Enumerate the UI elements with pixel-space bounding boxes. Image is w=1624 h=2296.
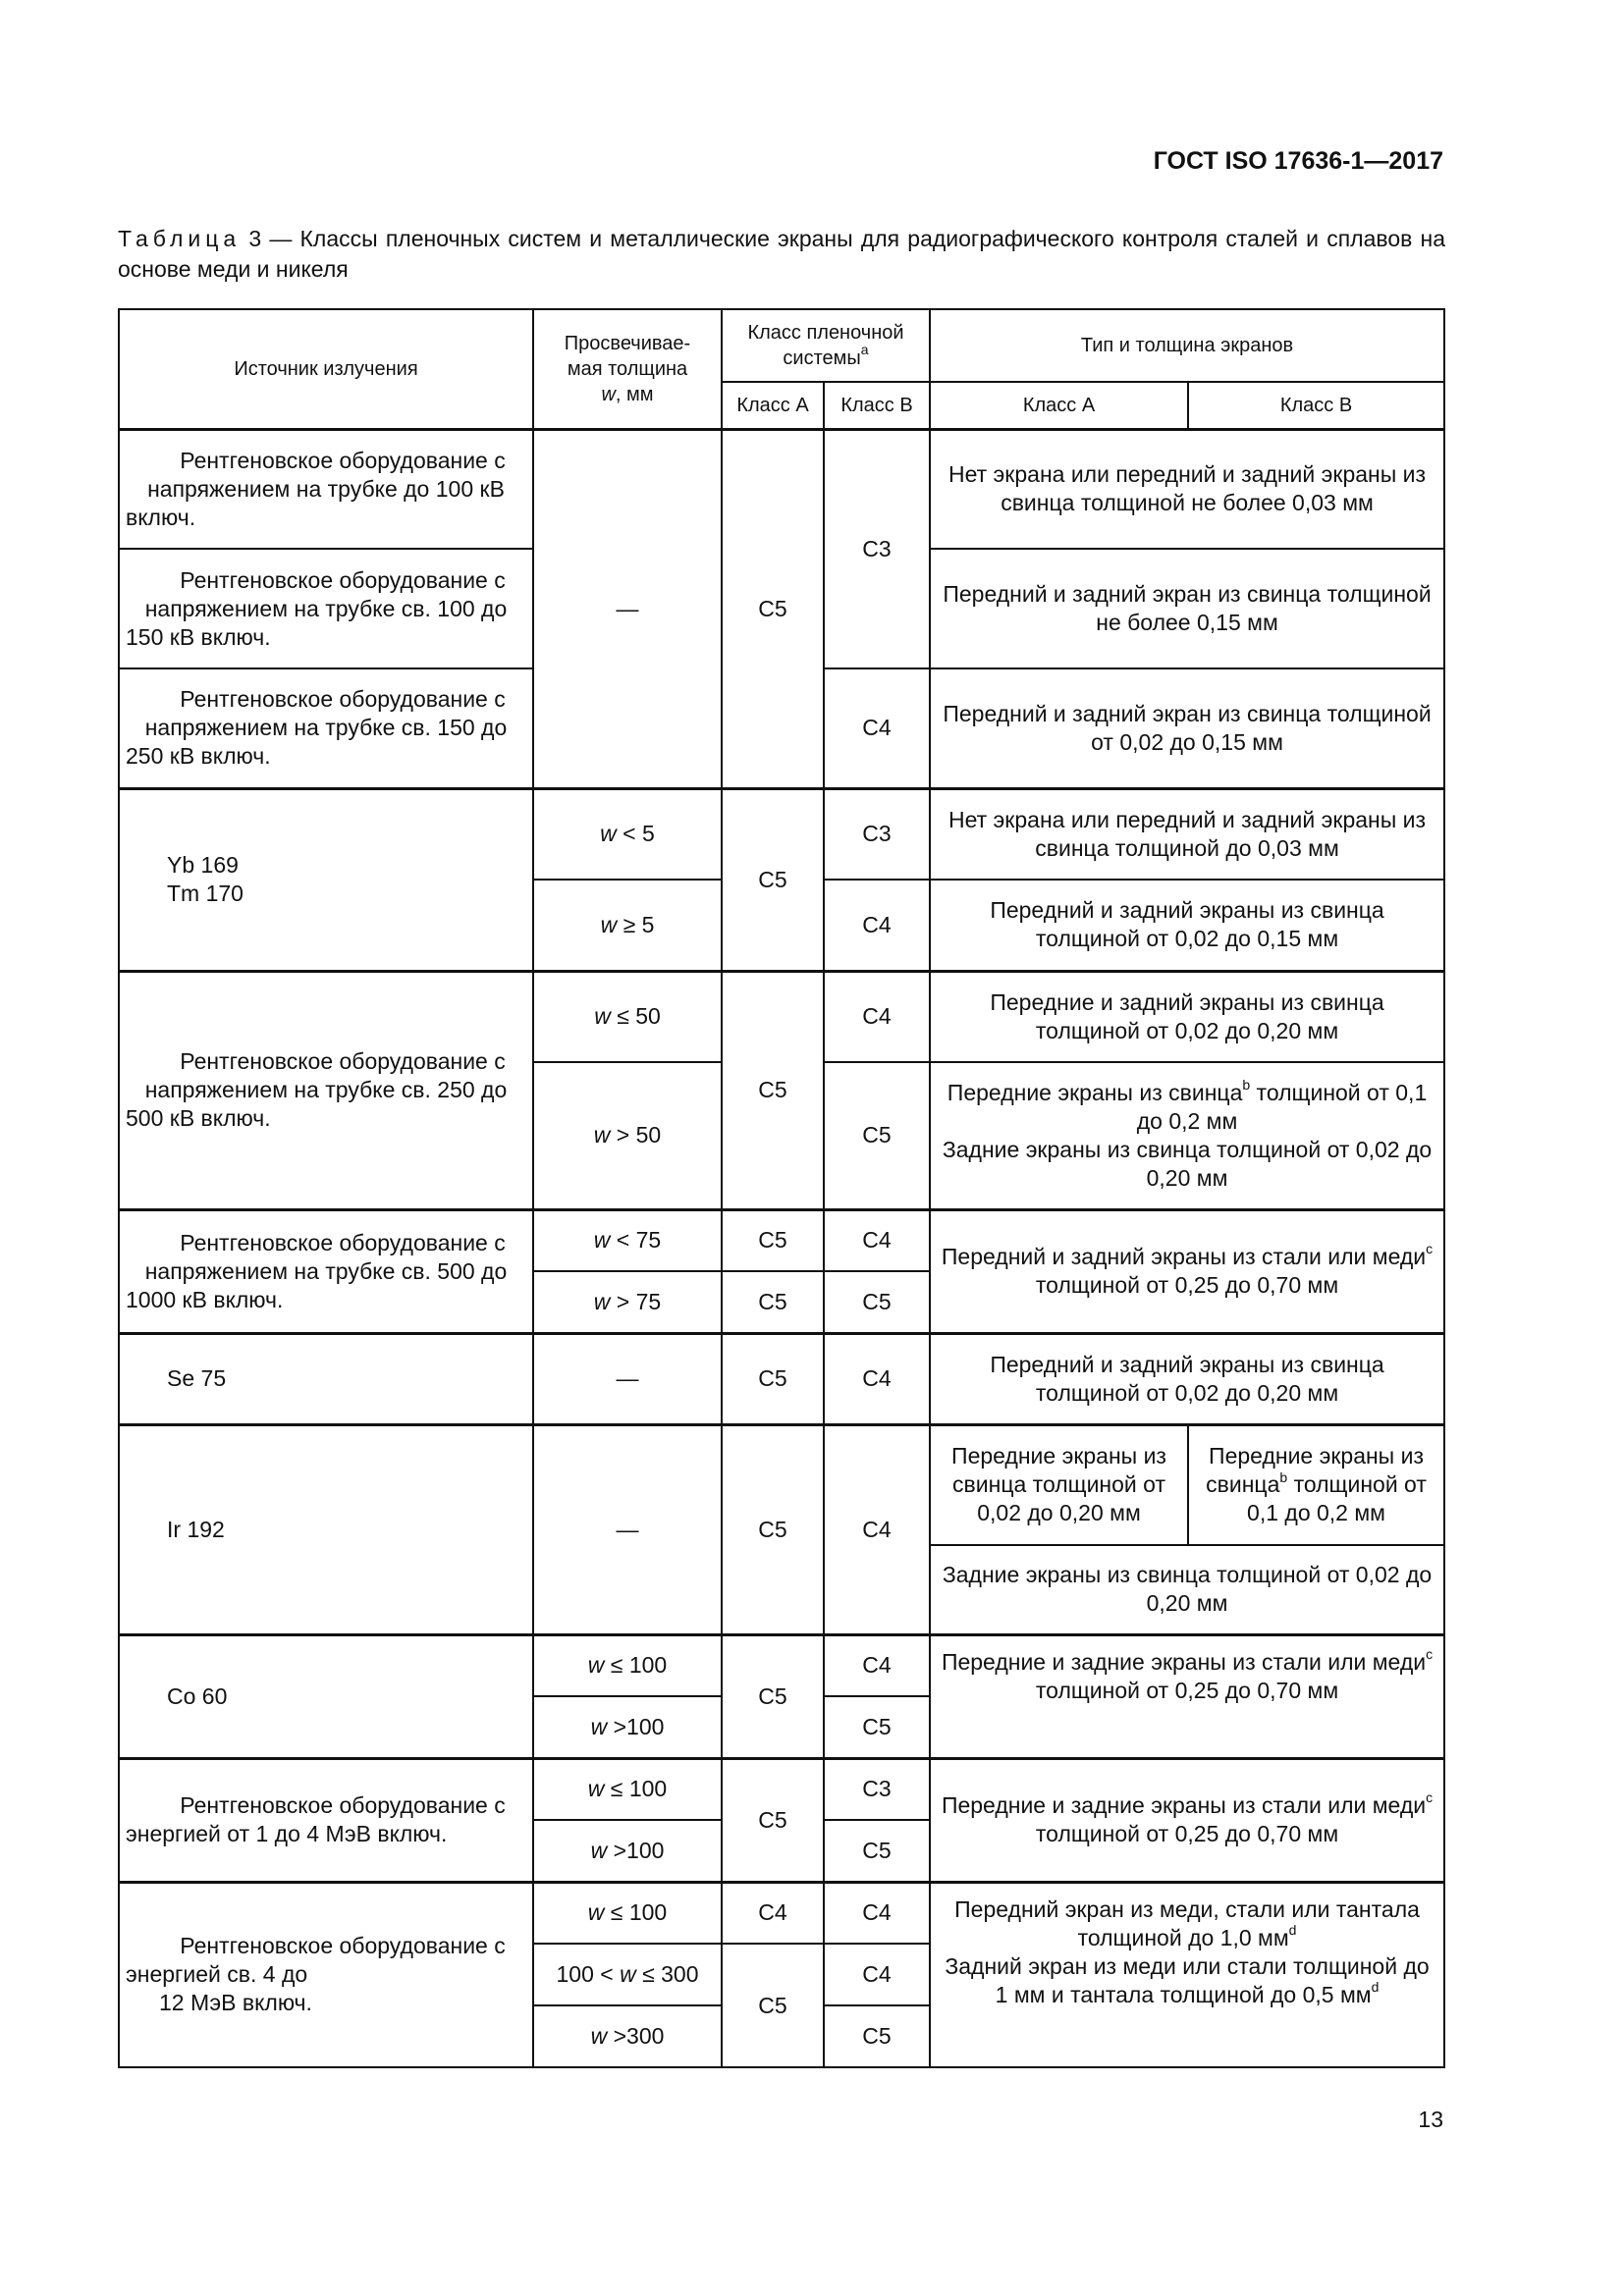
group-xray-up-to-250kv <box>119 429 1444 788</box>
footnote-c-ref: c <box>1426 1645 1434 1662</box>
screen-cell: Передний и задний экраны из свинца толщиной от 0,02 до 0,15 мм <box>930 880 1444 971</box>
class-b-cell: C4 <box>824 1882 930 1944</box>
source-line: Tm 170 <box>167 881 244 906</box>
header-film-class-text: Класс пленочной системы <box>747 322 904 369</box>
class-a-cell: C5 <box>722 1333 824 1424</box>
thickness-cell: w ≤ 100 <box>533 1634 722 1696</box>
thickness-cell: — <box>533 1424 722 1634</box>
class-b-cell: C4 <box>824 1333 930 1424</box>
thickness-cell: w < 75 <box>533 1209 722 1271</box>
group-xray-4-12mev <box>119 1882 1444 2067</box>
screen-cell: Нет экрана или передний и задний экраны из свинца толщиной не более 0,03 мм <box>930 429 1444 549</box>
table-row-source: Рентгеновское оборудование с напряжением на трубке св. 500 до 1000 кВ включ. <box>119 1209 533 1333</box>
footnote-c-ref: c <box>1426 1241 1434 1257</box>
footnote-b-ref: b <box>1279 1468 1288 1485</box>
table-caption <box>118 224 1445 285</box>
class-a-cell: C4 <box>722 1882 824 1944</box>
screen-cell-class-b: Передние экраны из свинца$^b$ толщиной от 0,1 до 0,2 мм <box>1188 1424 1444 1545</box>
screen-cell: Передние и задние экраны из стали или меди$^c$ толщиной от 0,25 до 0,70 мм <box>930 1758 1444 1882</box>
thickness-cell: w ≥ 5 <box>533 880 722 971</box>
group-se75 <box>119 1333 1444 1424</box>
header-thickness <box>533 309 722 429</box>
document-code: ГОСТ ISO 17636-1—2017 <box>1153 147 1443 175</box>
class-b-cell: C4 <box>824 971 930 1062</box>
class-b-cell: C4 <box>824 1944 930 2005</box>
table-row-source: Рентгеновское оборудование с напряжением на трубке св. 150 до 250 кВ включ. <box>119 668 533 788</box>
header-thickness-line2: мая толщина <box>567 357 688 380</box>
thickness-cell: w < 5 <box>533 788 722 880</box>
screen-cell: Передние и задний экраны из свинца толщиной от 0,02 до 0,20 мм <box>930 971 1444 1062</box>
thickness-cell: w ≤ 100 <box>533 1758 722 1820</box>
table-row-source: Рентгеновское оборудование с энергией св. 4 до 12 МэВ включ. <box>119 1882 533 2067</box>
class-b-cell: C4 <box>824 1209 930 1271</box>
header-class-a: Класс A <box>722 382 824 429</box>
class-a-cell: C5 <box>722 1209 824 1271</box>
class-b-cell: C5 <box>824 1062 930 1209</box>
footnote-a-ref: a <box>860 342 869 358</box>
caption-text-line2: сплавов на основе меди и никеля <box>118 226 1446 282</box>
class-b-cell: C5 <box>824 2005 930 2067</box>
thickness-cell: — <box>533 1333 722 1424</box>
screen-cell: Передний и задний экраны из стали или меди$^c$ толщиной от 0,25 до 0,70 мм <box>930 1209 1444 1333</box>
footnote-d-ref: d <box>1371 1978 1380 1995</box>
class-a-cell: C5 <box>722 1271 824 1333</box>
footnote-b-ref: b <box>1242 1077 1251 1094</box>
table-row-source <box>119 788 533 971</box>
class-b-cell: C3 <box>824 1758 930 1820</box>
screen-cell: Нет экрана или передний и задний экраны из свинца толщиной до 0,03 мм <box>930 788 1444 880</box>
class-b-cell: C4 <box>824 1424 930 1634</box>
class-b-cell: C4 <box>824 1634 930 1696</box>
group-xray-250-500kv <box>119 971 1444 1209</box>
class-a-cell: C5 <box>722 1944 824 2067</box>
group-xray-1-4mev <box>119 1758 1444 1882</box>
thickness-cell: w >300 <box>533 2005 722 2067</box>
table-row-source: Рентгеновское оборудование с энергией от 1 до 4 МэВ включ. <box>119 1758 533 1882</box>
group-co60 <box>119 1634 1444 1758</box>
thickness-cell: w ≤ 50 <box>533 971 722 1062</box>
page-number: 13 <box>1418 2107 1443 2132</box>
class-b-cell: C5 <box>824 1271 930 1333</box>
thickness-cell: — <box>533 429 722 788</box>
class-a-cell: C5 <box>722 788 824 971</box>
screen-cell: Передний и задний экран из свинца толщиной от 0,02 до 0,15 мм <box>930 668 1444 788</box>
footnote-d-ref: d <box>1288 1921 1297 1938</box>
header-screens-class-a: Класс A <box>930 382 1188 429</box>
film-systems-table <box>118 308 1445 2068</box>
table-row-source: Рентгеновское оборудование с напряжением на трубке до 100 кВ включ. <box>119 429 533 549</box>
class-b-cell: C4 <box>824 668 930 788</box>
class-a-cell: C5 <box>722 1758 824 1882</box>
caption-text-line1: 3 — Классы пленочных систем и металлические экраны для радиографического контроля сталей и <box>248 226 1320 251</box>
table-row-source: Ir 192 <box>119 1424 533 1634</box>
header-thickness-unit: , мм <box>615 383 654 405</box>
thickness-cell: w >100 <box>533 1820 722 1882</box>
header-thickness-var: w <box>601 383 616 405</box>
thickness-cell: w > 75 <box>533 1271 722 1333</box>
table-row-source: Рентгеновское оборудование с напряжением на трубке св. 100 до 150 кВ включ. <box>119 549 533 668</box>
thickness-cell: w ≤ 100 <box>533 1882 722 1944</box>
class-b-cell: C5 <box>824 1696 930 1758</box>
class-b-cell: C3 <box>824 429 930 668</box>
thickness-cell: w > 50 <box>533 1062 722 1209</box>
header-source: Источник излучения <box>119 309 533 429</box>
table-row-source: Se 75 <box>119 1333 533 1424</box>
header-thickness-line1: Просвечивае- <box>564 332 691 354</box>
table-row-source: Рентгеновское оборудование с напряжением на трубке св. 250 до 500 кВ включ. <box>119 971 533 1209</box>
group-yb-tm <box>119 788 1444 971</box>
screen-cell-class-a: Передние экраны из свинца толщиной от 0,02 до 0,20 мм <box>930 1424 1188 1545</box>
class-b-cell: C5 <box>824 1820 930 1882</box>
screen-cell: Передние экраны из свинца$^b$ толщиной от 0,1 до 0,2 мм Задние экраны из свинца толщиной от 0,02 до 0,20 мм <box>930 1062 1444 1209</box>
header-screens: Тип и толщина экранов <box>930 309 1444 382</box>
class-a-cell: C5 <box>722 1424 824 1634</box>
screen-cell: Передний экран из меди, стали или тантала толщиной до 1,0 $мм^d$ Задний экран из меди или стали толщиной до 1 мм и тантала толщиной до 0,5 $мм^d$ <box>930 1882 1444 2067</box>
class-a-cell: C5 <box>722 971 824 1209</box>
screen-cell: Задние экраны из свинца толщиной от 0,02 до 0,20 мм <box>930 1545 1444 1634</box>
footnote-c-ref: c <box>1426 1789 1434 1806</box>
screen-cell: Передние и задние экраны из стали или меди$^c$ толщиной от 0,25 до 0,70 мм <box>930 1634 1444 1758</box>
group-ir192 <box>119 1424 1444 1634</box>
header-film-class <box>722 309 930 382</box>
screen-cell: Передний и задний экраны из свинца толщиной от 0,02 до 0,20 мм <box>930 1333 1444 1424</box>
source-line: Yb 169 <box>167 852 239 878</box>
table-row-source: Co 60 <box>119 1634 533 1758</box>
thickness-cell: w >100 <box>533 1696 722 1758</box>
caption-label: Таблица <box>118 226 242 251</box>
group-xray-500-1000kv <box>119 1209 1444 1333</box>
class-a-cell: C5 <box>722 1634 824 1758</box>
thickness-cell: 100 < w ≤ 300 <box>533 1944 722 2005</box>
class-a-cell: C5 <box>722 429 824 788</box>
header-class-b: Класс B <box>824 382 930 429</box>
class-b-cell: C3 <box>824 788 930 880</box>
header-screens-class-b: Класс B <box>1188 382 1444 429</box>
screen-cell: Передний и задний экран из свинца толщиной не более 0,15 мм <box>930 549 1444 668</box>
class-b-cell: C4 <box>824 880 930 971</box>
